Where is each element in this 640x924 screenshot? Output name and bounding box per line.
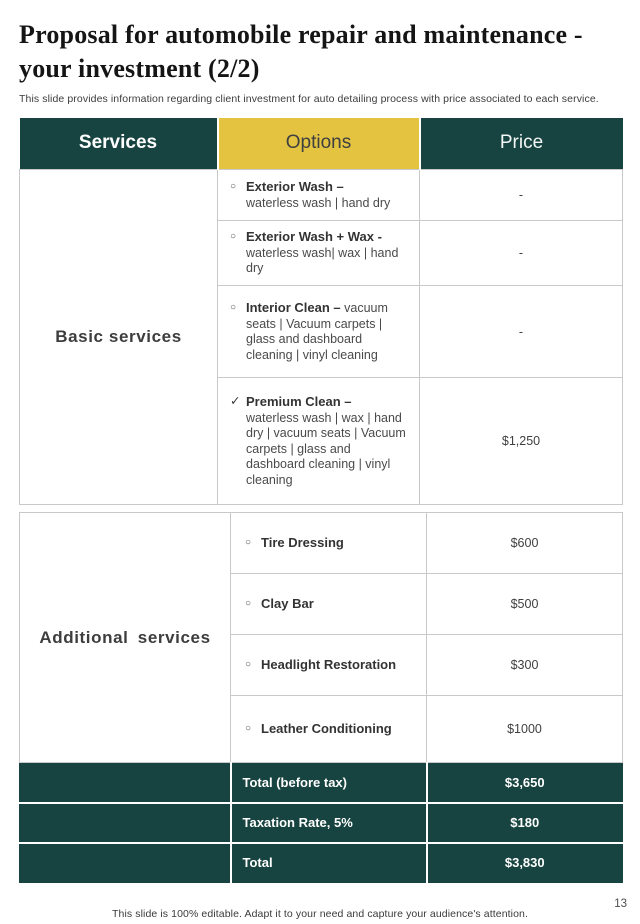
- basic-services-label: Basic services: [20, 170, 218, 505]
- option-desc: waterless wash| wax | hand dry: [246, 245, 399, 276]
- circle-bullet-icon: ○: [245, 658, 252, 670]
- option-text: [246, 300, 409, 363]
- total-before-tax-row: [20, 763, 623, 803]
- header-options: Options: [218, 118, 420, 170]
- table-row: [20, 170, 623, 221]
- option-desc: waterless wash | hand dry: [246, 195, 391, 210]
- taxation-rate-value: $180: [427, 803, 623, 843]
- option-title: Exterior Wash –: [246, 179, 344, 195]
- total-value: $3,830: [427, 843, 623, 883]
- table-row: [20, 513, 623, 574]
- circle-bullet-icon: ○: [245, 597, 252, 609]
- circle-bullet-icon: ○: [245, 722, 252, 734]
- option-cell: [218, 170, 420, 221]
- empty-cell: [20, 763, 231, 803]
- page-subtitle: This slide provides information regarding client investment for auto detailing process with price associated to each service.: [19, 92, 599, 105]
- table-header-row: [20, 118, 623, 170]
- option-title: Clay Bar: [261, 595, 314, 611]
- option-cell: [231, 635, 427, 696]
- option-cell: [218, 286, 420, 378]
- price-cell: -: [420, 170, 623, 221]
- option-cell: [218, 378, 420, 505]
- basic-services-table: [19, 118, 623, 506]
- option-text: [246, 229, 409, 277]
- circle-bullet-icon: ○: [230, 231, 237, 243]
- additional-services-table: [19, 512, 623, 883]
- header-price: Price: [420, 118, 623, 170]
- option-cell: [231, 513, 427, 574]
- header-services: Services: [20, 118, 218, 170]
- price-cell: -: [420, 221, 623, 286]
- additional-services-label: Additional services: [20, 513, 231, 763]
- option-desc: waterless wash | wax | hand dry | vacuum seats | Vacuum carpets | glass and dashboard cleaning | vinyl cleaning: [246, 410, 406, 487]
- taxation-rate-row: [20, 803, 623, 843]
- circle-bullet-icon: ○: [245, 536, 252, 548]
- footer-note: This slide is 100% editable. Adapt it to your need and capture your audience's attention.: [112, 908, 528, 920]
- price-cell: $1,250: [420, 378, 623, 505]
- option-title: Headlight Restoration: [261, 656, 397, 672]
- circle-bullet-icon: ○: [230, 302, 237, 314]
- option-text: [261, 596, 416, 613]
- empty-cell: [20, 803, 231, 843]
- total-label: Total: [231, 843, 427, 883]
- price-cell: -: [420, 286, 623, 378]
- option-title: Tire Dressing: [261, 534, 344, 550]
- option-cell: [231, 696, 427, 763]
- total-row: [20, 843, 623, 883]
- option-title: Exterior Wash + Wax -: [246, 229, 382, 245]
- option-text: [246, 394, 409, 488]
- price-cell: $1000: [427, 696, 623, 763]
- option-text: [261, 657, 416, 674]
- option-text: [261, 535, 416, 552]
- option-cell: [231, 574, 427, 635]
- total-before-tax-label: Total (before tax): [231, 763, 427, 803]
- option-title: Leather Conditioning: [261, 720, 392, 736]
- circle-bullet-icon: ○: [230, 181, 237, 193]
- option-text: [261, 721, 416, 738]
- price-cell: $300: [427, 635, 623, 696]
- option-text: [246, 179, 409, 211]
- page-title: Proposal for automobile repair and maintenance - your investment (2/2): [19, 20, 583, 83]
- page-number: 13: [614, 898, 627, 910]
- option-desc: vacuum seats | Vacuum carpets | glass and dashboard cleaning | vinyl cleaning: [246, 301, 388, 362]
- price-cell: $500: [427, 574, 623, 635]
- price-cell: $600: [427, 513, 623, 574]
- option-title: Interior Clean –: [246, 300, 341, 316]
- option-cell: [218, 221, 420, 286]
- total-before-tax-value: $3,650: [427, 763, 623, 803]
- taxation-rate-label: Taxation Rate, 5%: [231, 803, 427, 843]
- empty-cell: [20, 843, 231, 883]
- option-title: Premium Clean –: [246, 394, 352, 410]
- checkmark-icon: ✓: [230, 394, 241, 409]
